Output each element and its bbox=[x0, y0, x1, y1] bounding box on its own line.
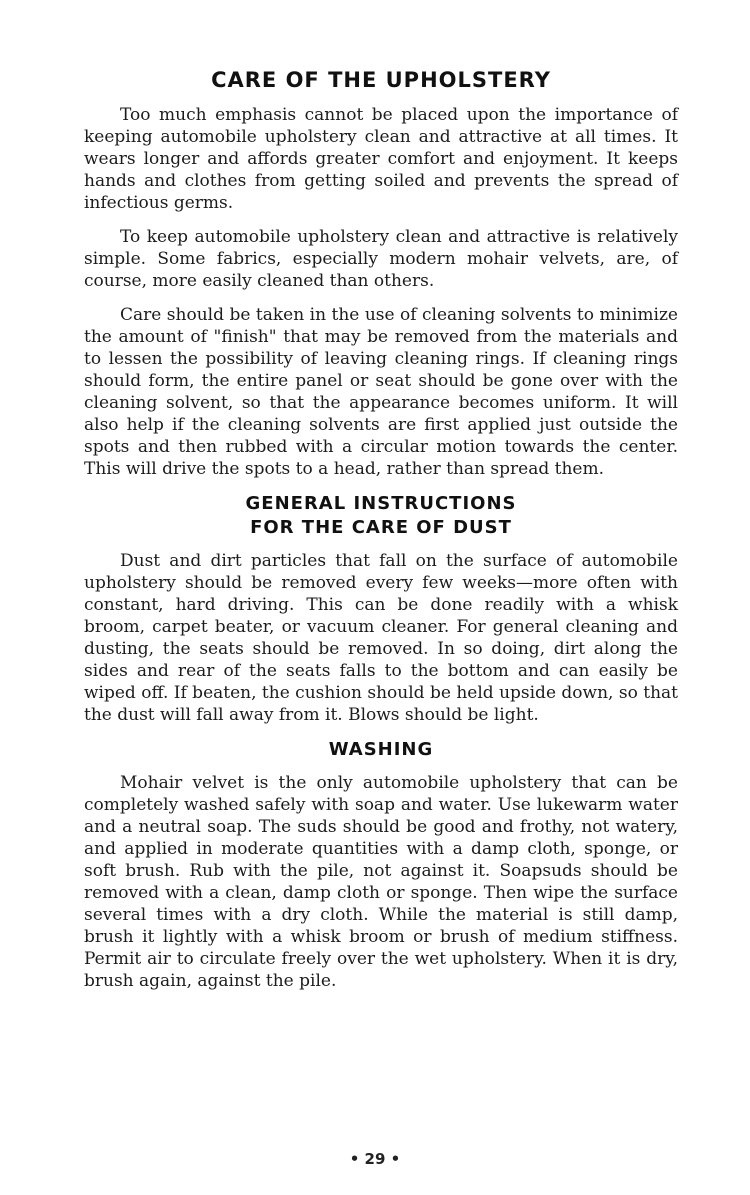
upholstery-paragraph: Too much emphasis cannot be placed upon the importance of keeping automobile upholstery clean and attractive at all times. It wears longer and affords greater comfort and enjoyment. It keeps hands and clothes from getting soiled and prevents the spread of infectious germs. bbox=[84, 105, 678, 213]
general-heading-line-1: GENERAL INSTRUCTIONS bbox=[245, 493, 517, 514]
general-heading-line-2: FOR THE CARE OF DUST bbox=[250, 517, 512, 538]
general-instructions-paragraph: Dust and dirt particles that fall on the surface of automobile upholstery should be removed every few weeks—more often with constant, hard driving. This can be done readily with a whisk broom, carpet beater, or vacuum cleaner. For general cleaning and dusting, the seats should be removed. In so doing, dirt along the sides and rear of the seats falls to the bottom and can easily be wiped off. If beaten, the cushion should be held upside down, so that the dust will fall away from it. Blows should be light. bbox=[84, 551, 678, 725]
washing-heading: WASHING bbox=[328, 739, 434, 760]
page-number: • 29 • bbox=[349, 1150, 401, 1168]
upholstery-heading: CARE OF THE UPHOLSTERY bbox=[211, 68, 551, 92]
washing-paragraph: Mohair velvet is the only automobile upholstery that can be completely washed safely with soap and water. Use lukewarm water and a neutral soap. The suds should be good and frothy, not watery, and applied in moderate quantities with a damp cloth, sponge, or soft brush. Rub with the pile, not against it. Soapsuds should be removed with a clean, damp cloth or sponge. Then wipe the surface several times with a dry cloth. While the material is still damp, brush it lightly with a whisk broom or brush of medium stiffness. Permit air to circulate freely over the wet upholstery. When it is dry, brush again, against the pile. bbox=[84, 773, 678, 991]
upholstery-paragraph: To keep automobile upholstery clean and attractive is relatively simple. Some fabrics, especially modern mohair velvets, are, of course, more easily cleaned than others. bbox=[84, 227, 678, 291]
general-instructions-heading bbox=[84, 492, 678, 540]
upholstery-paragraph: Care should be taken in the use of cleaning solvents to minimize the amount of "finish" that may be removed from the materials and to lessen the possibility of leaving cleaning rings. If cleaning rings should form, the entire panel or seat should be gone over with the cleaning solvent, so that the appearance becomes uniform. It will also help if the cleaning solvents are first applied just outside the spots and then rubbed with a circular motion towards the center. This will drive the spots to a head, rather than spread them. bbox=[84, 305, 678, 479]
manual-page bbox=[84, 66, 678, 1004]
